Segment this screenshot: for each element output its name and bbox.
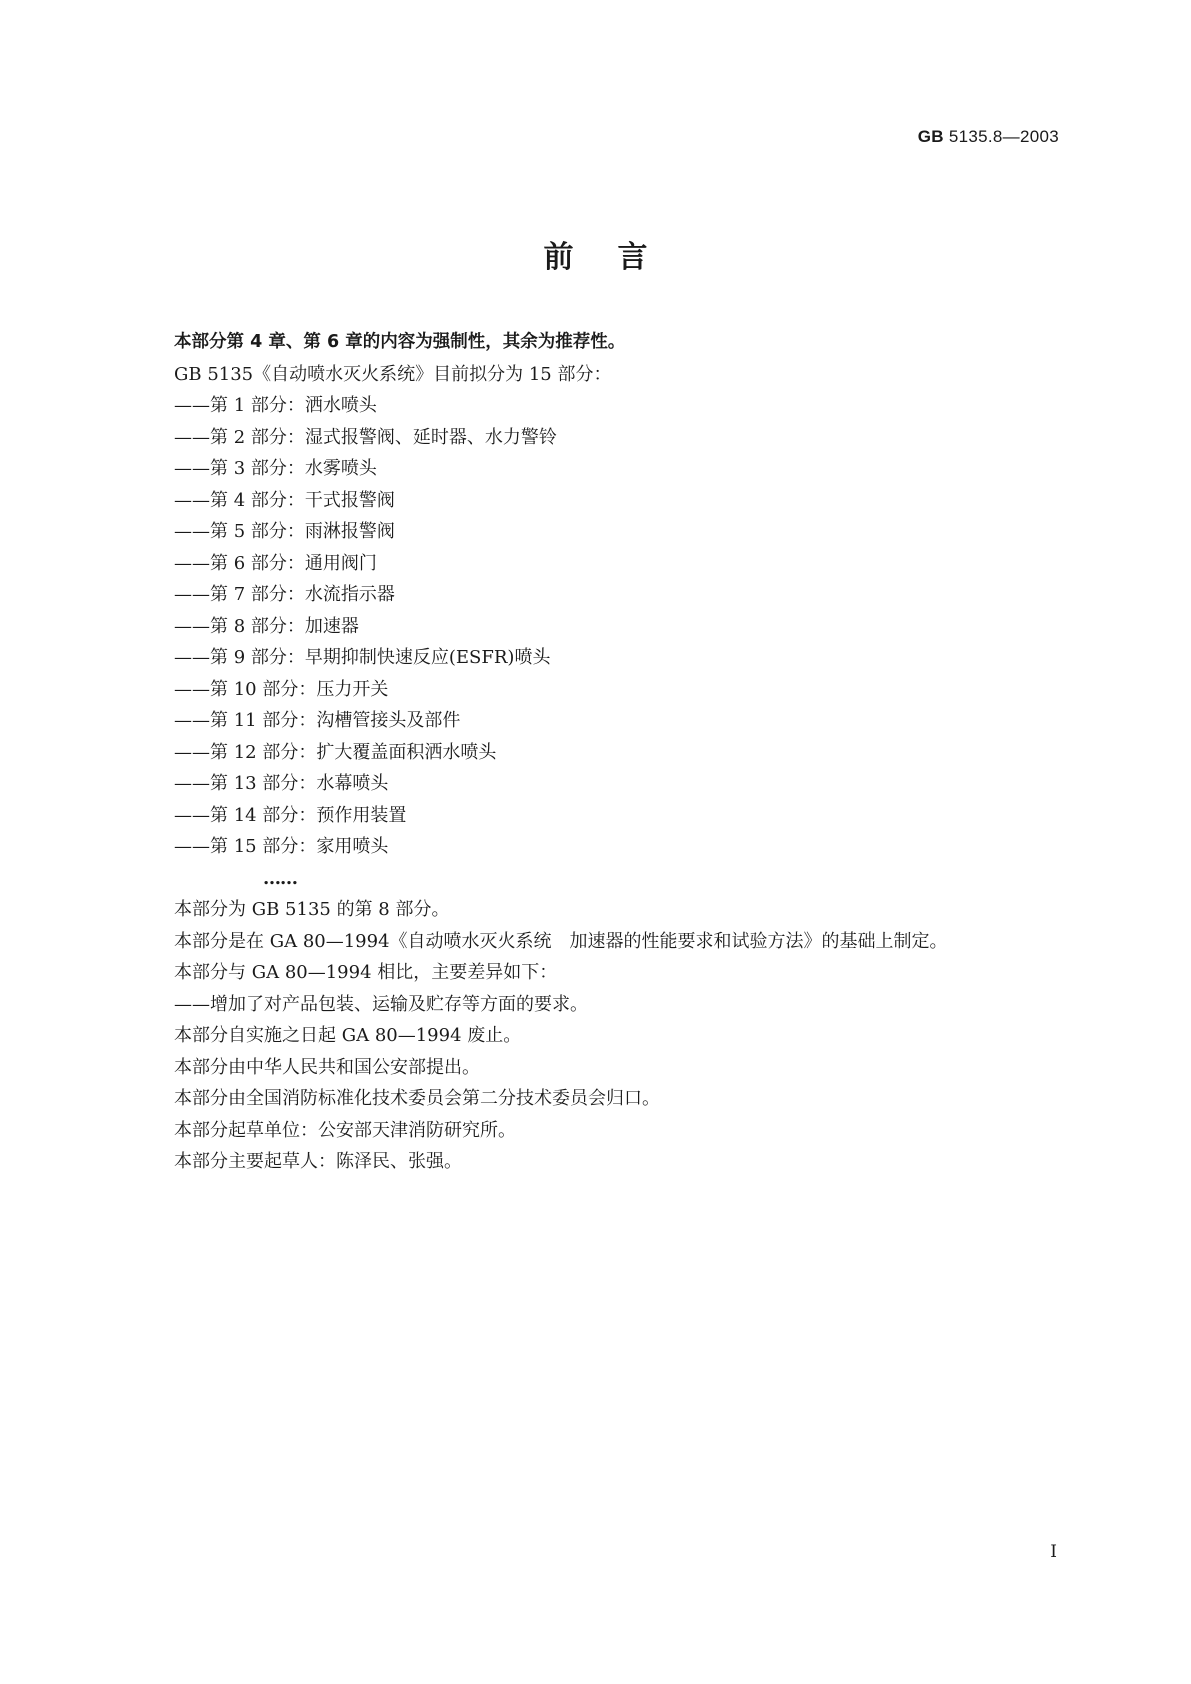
list-item: ——第 1 部分：洒水喷头 [174,395,377,416]
standard-number [918,127,1059,147]
paragraph: 本部分与 GA 80—1994 相比，主要差异如下： [174,962,558,983]
parts-list [174,390,1054,894]
series-intro: GB 5135《自动喷水灭火系统》目前拟分为 15 部分： [174,363,612,385]
paragraph: 本部分主要起草人：陈泽民、张强。 [174,1151,462,1172]
list-item: ——第 15 部分：家用喷头 [174,836,389,857]
mandatory-note: 本部分第 4 章、第 6 章的内容为强制性，其余为推荐性。 [174,332,626,352]
standard-code: 5135.8—2003 [943,127,1059,146]
paragraph: 本部分是在 GA 80—1994《自动喷水灭火系统 加速器的性能要求和试验方法》的基础上制定。 [174,930,948,952]
foreword-body [174,327,1054,1178]
list-item: ——第 6 部分：通用阀门 [174,552,377,574]
list-item: ——第 14 部分：预作用装置 [174,804,407,826]
page-title: 前言 [543,240,692,275]
closing-paragraphs [174,894,1054,1178]
list-item: ——第 4 部分：干式报警阀 [174,489,395,511]
list-item: ——第 8 部分：加速器 [174,615,359,637]
paragraph: 本部分由全国消防标准化技术委员会第二分技术委员会归口。 [174,1088,660,1109]
list-item: ——第 7 部分：水流指示器 [174,584,395,605]
list-item: ——第 12 部分：扩大覆盖面积洒水喷头 [174,741,497,763]
paragraph: 本部分自实施之日起 GA 80—1994 废止。 [174,1025,522,1046]
paragraph: ——增加了对产品包装、运输及贮存等方面的要求。 [174,993,588,1015]
list-item: ——第 5 部分：雨淋报警阀 [174,521,395,542]
list-item: ——第 9 部分：早期抑制快速反应(ESFR)喷头 [174,647,551,668]
paragraph: 本部分起草单位：公安部天津消防研究所。 [174,1119,516,1141]
list-ellipsis: …… [263,867,297,889]
list-item: ——第 10 部分：压力开关 [174,678,389,700]
paragraph: 本部分为 GB 5135 的第 8 部分。 [174,899,450,920]
standard-prefix: GB [917,127,944,146]
paragraph: 本部分由中华人民共和国公安部提出。 [174,1056,480,1078]
list-item: ——第 2 部分：湿式报警阀、延时器、水力警铃 [174,426,557,448]
list-item: ——第 3 部分：水雾喷头 [174,458,377,479]
list-item: ——第 13 部分：水幕喷头 [174,773,389,794]
page-number: I [1050,1542,1057,1562]
list-item: ——第 11 部分：沟槽管接头及部件 [174,710,461,731]
